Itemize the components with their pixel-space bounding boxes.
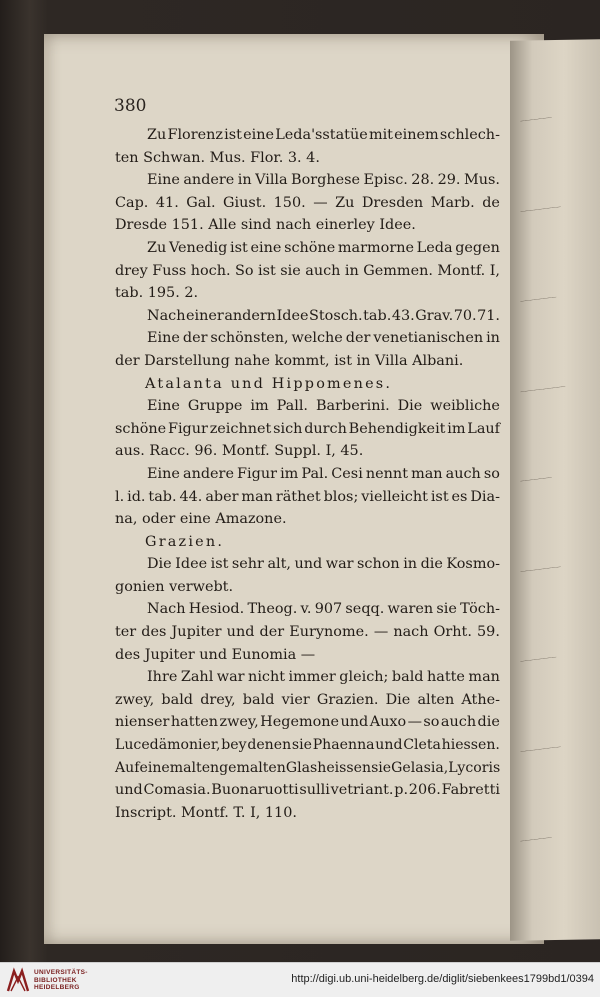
word: Giust. xyxy=(223,194,267,211)
word: in xyxy=(403,556,418,573)
word: 41. xyxy=(155,194,179,211)
text-line xyxy=(115,260,500,283)
word: schöne xyxy=(115,420,167,437)
word: und xyxy=(226,624,255,641)
word: Töch- xyxy=(460,601,500,618)
word: Zu xyxy=(147,127,167,143)
word: Dresden xyxy=(361,194,424,211)
text-line: des Jupiter und Eunomia — xyxy=(115,646,316,663)
word: einem xyxy=(139,759,184,776)
word: man xyxy=(411,465,443,482)
word: gegen xyxy=(455,239,500,256)
word: eine xyxy=(250,239,282,256)
word: Gal. xyxy=(186,194,216,211)
word: Lucedämonier, xyxy=(115,737,221,754)
word: drey xyxy=(115,262,148,279)
word: Lauf xyxy=(467,420,500,437)
word: durch xyxy=(304,420,347,437)
word: bald xyxy=(391,669,424,686)
word: denen xyxy=(247,737,292,754)
word: Dia- xyxy=(470,488,500,505)
word: Die xyxy=(147,556,172,573)
word: sie xyxy=(280,262,301,279)
word: schlech- xyxy=(439,127,500,143)
word: Behendigkeit xyxy=(348,420,446,437)
word: im xyxy=(250,398,269,415)
word: des xyxy=(141,624,167,641)
word: sich xyxy=(273,420,303,437)
text-line xyxy=(115,395,500,418)
word: marmorne xyxy=(337,239,414,256)
word: Villa xyxy=(255,172,288,189)
word: alt, xyxy=(267,556,291,573)
word: Pal. xyxy=(301,465,329,482)
library-logo-text: UNIVERSITÄTS- BIBLIOTHEK HEIDELBERG xyxy=(34,969,88,991)
word: Venedig xyxy=(168,239,228,256)
word: die xyxy=(420,556,443,573)
text-line: aus. Racc. 96. Montf. Suppl. I, 45. xyxy=(115,443,364,460)
word: — xyxy=(373,624,389,641)
word: Grazien. xyxy=(316,691,379,708)
word: in xyxy=(344,262,359,279)
text-line: Atalanta und Hippomenes. xyxy=(145,375,393,392)
text-line: gonien verwebt. xyxy=(115,578,234,595)
word: sulli xyxy=(299,782,330,799)
word: zeichnet xyxy=(209,420,272,437)
word: so xyxy=(483,465,500,482)
facing-page-edge: _______ _________ ________ __________ _______ _________ ________ _________ _______ xyxy=(510,39,600,941)
word: der xyxy=(259,624,285,641)
word: Auxo xyxy=(369,714,407,731)
word: Eine xyxy=(147,465,180,482)
word: weibliche xyxy=(430,398,500,415)
word: sie xyxy=(436,601,457,618)
word: andere xyxy=(183,172,235,189)
word: 907 xyxy=(314,601,343,618)
word: bald xyxy=(161,691,194,708)
word: Nach xyxy=(147,601,186,618)
page-number: 380 xyxy=(114,96,147,116)
word: Cesi xyxy=(331,465,363,482)
viewer-footer xyxy=(0,962,600,997)
word: zwey, xyxy=(115,691,155,708)
word: l. xyxy=(115,488,125,505)
text-line xyxy=(115,305,500,328)
word: vetri xyxy=(330,782,365,799)
word: vielleicht xyxy=(361,488,428,505)
word: so xyxy=(423,714,440,731)
word: im xyxy=(280,465,299,482)
word: nienser xyxy=(115,714,170,731)
word: waren xyxy=(387,601,434,618)
text-line xyxy=(115,621,500,644)
word: Barberini. xyxy=(315,398,390,415)
text-line xyxy=(115,711,500,734)
word: ist xyxy=(224,127,242,143)
word: Grav. xyxy=(415,307,454,324)
word: Kosmo- xyxy=(446,556,500,573)
word: hatten xyxy=(170,714,219,731)
word: nach xyxy=(393,624,429,641)
word: auch xyxy=(440,714,477,731)
word: Ihre xyxy=(147,669,178,686)
word: ter xyxy=(115,624,137,641)
word: 150. xyxy=(273,194,306,211)
word: tab. xyxy=(148,488,177,505)
word: bey xyxy=(221,737,247,754)
word: Athe- xyxy=(461,691,500,708)
text-line xyxy=(115,237,500,260)
word: So xyxy=(235,262,254,279)
word: bald xyxy=(242,691,275,708)
word: vier xyxy=(281,691,310,708)
word: Lycoris xyxy=(448,759,501,776)
word: Zahl xyxy=(180,669,214,686)
word: Mus. xyxy=(463,172,500,189)
word: der xyxy=(182,330,208,347)
word: immer xyxy=(288,669,336,686)
word: seqq. xyxy=(345,601,385,618)
word: schon xyxy=(357,556,400,573)
word: man xyxy=(241,488,273,505)
word: Eine xyxy=(147,330,180,347)
word: aber xyxy=(205,488,239,505)
word: der xyxy=(345,330,371,347)
word: und xyxy=(294,556,323,573)
word: andere xyxy=(182,465,234,482)
word: auch xyxy=(305,262,341,279)
word: drey, xyxy=(200,691,236,708)
word: nicht xyxy=(248,669,286,686)
word: schöne xyxy=(284,239,336,256)
word: ist xyxy=(258,262,276,279)
word: Pall. xyxy=(276,398,309,415)
page-url-link[interactable]: http://digi.ub.uni-heidelberg.de/diglit/siebenkees1799bd1/0394 xyxy=(291,973,594,985)
word: war xyxy=(216,669,245,686)
word: Gruppe xyxy=(187,398,243,415)
text-line xyxy=(115,553,500,576)
word: eine xyxy=(243,127,275,143)
word: 44. xyxy=(179,488,203,505)
word: ist xyxy=(210,556,229,573)
word: Cap. xyxy=(115,194,149,211)
page-text xyxy=(115,124,500,824)
text-line xyxy=(115,169,500,192)
word: und xyxy=(340,714,369,731)
word: 28. xyxy=(411,172,435,189)
text-line xyxy=(115,598,500,621)
text-line: na, oder eine Amazone. xyxy=(115,511,287,528)
text-line: der Darstellung nahe kommt, ist in Villa Albani. xyxy=(115,352,464,369)
word: Comasia. xyxy=(143,782,211,799)
word: Theog. xyxy=(247,601,298,618)
word: Die xyxy=(397,398,423,415)
word: in xyxy=(486,330,500,347)
text-line: ten Schwan. Mus. Flor. 3. 4. xyxy=(115,149,320,166)
library-logo-icon xyxy=(6,967,30,993)
word: mit xyxy=(368,127,393,143)
word: in xyxy=(237,172,252,189)
word: — xyxy=(313,194,328,211)
word: Florenz xyxy=(167,127,223,143)
word: Auf xyxy=(115,759,140,776)
word: blos; xyxy=(323,488,359,505)
word: sie xyxy=(371,759,392,776)
word: gemalten xyxy=(219,759,286,776)
word: 29. xyxy=(437,172,461,189)
word: Zu xyxy=(335,194,355,211)
text-line xyxy=(115,463,500,486)
word: Fuss xyxy=(152,262,187,279)
word: war xyxy=(325,556,354,573)
word: Cleta xyxy=(403,737,441,754)
word: Eine xyxy=(147,398,180,415)
word: p. xyxy=(394,782,409,799)
word: auch xyxy=(445,465,481,482)
word: welche xyxy=(291,330,343,347)
word: sie xyxy=(291,737,312,754)
text-line: Inscript. Montf. T. I, 110. xyxy=(115,804,297,821)
word: sehr xyxy=(231,556,264,573)
word: ist xyxy=(230,239,248,256)
word: nennt xyxy=(365,465,408,482)
word: Buonaruotti xyxy=(211,782,299,799)
word: Gemmen. xyxy=(363,262,433,279)
word: alten xyxy=(183,759,220,776)
word: Idee xyxy=(175,556,208,573)
text-line xyxy=(115,689,500,712)
word: Nach xyxy=(147,307,186,324)
word: gleich; xyxy=(339,669,389,686)
word: Hesiod. xyxy=(188,601,245,618)
word: Eurynome. xyxy=(289,624,369,641)
word: Idee xyxy=(276,307,309,324)
word: Montf. xyxy=(437,262,486,279)
word: 43. xyxy=(391,307,415,324)
word: Die xyxy=(385,691,411,708)
word: ist xyxy=(430,488,449,505)
word: man xyxy=(468,669,500,686)
text-line xyxy=(115,734,500,757)
word: v. xyxy=(300,601,312,618)
word: Leda xyxy=(416,239,453,256)
word: 206. xyxy=(408,782,441,799)
word: de xyxy=(482,194,500,211)
word: Jupiter xyxy=(171,624,222,641)
word: hoch. xyxy=(190,262,231,279)
word: Glas xyxy=(285,759,318,776)
word: heissen xyxy=(317,759,372,776)
word: hatte xyxy=(427,669,465,686)
word: andern xyxy=(224,307,277,324)
word: Figur xyxy=(167,420,208,437)
word: im xyxy=(447,420,466,437)
word: I, xyxy=(489,262,500,279)
text-line: Dresde 151. Alle sind nach einerley Idee. xyxy=(115,217,416,234)
word: Figur xyxy=(237,465,277,482)
word: Gelasia, xyxy=(391,759,449,776)
text-line xyxy=(115,666,500,689)
word: 70. xyxy=(453,307,477,324)
word: Fabretti xyxy=(441,782,500,799)
word: ant. xyxy=(365,782,394,799)
word: 71. xyxy=(477,307,500,324)
text-line xyxy=(115,124,500,147)
word: hiessen. xyxy=(441,737,500,754)
word: räthet xyxy=(275,488,321,505)
word: schönsten, xyxy=(210,330,289,347)
word: Stosch. xyxy=(309,307,363,324)
text-line xyxy=(115,418,500,441)
word: Leda'sstatüe xyxy=(275,127,368,143)
word: einem xyxy=(394,127,439,143)
word: id. xyxy=(127,488,146,505)
text-line: tab. 195. 2. xyxy=(115,285,199,302)
word: Borghese xyxy=(291,172,361,189)
word: Phaenna xyxy=(312,737,375,754)
word: — xyxy=(407,714,422,731)
word: Orht. xyxy=(433,624,472,641)
word: Episc. xyxy=(363,172,408,189)
word: Eine xyxy=(147,172,180,189)
word: und xyxy=(375,737,403,754)
word: tab. xyxy=(363,307,392,324)
word: alten xyxy=(417,691,455,708)
word: Zu xyxy=(147,239,167,256)
word: einer xyxy=(186,307,224,324)
word: Hegemone xyxy=(260,714,340,731)
word: Marb. xyxy=(430,194,475,211)
word: 59. xyxy=(477,624,500,641)
text-line: Grazien. xyxy=(145,533,225,550)
text-line xyxy=(115,486,500,509)
text-line xyxy=(115,327,500,350)
text-line xyxy=(115,757,500,780)
text-line xyxy=(115,779,500,802)
word: venetianischen xyxy=(373,330,484,347)
text-line xyxy=(115,192,500,215)
word: und xyxy=(115,782,143,799)
word: die xyxy=(477,714,500,731)
word: es xyxy=(451,488,468,505)
word: zwey, xyxy=(219,714,259,731)
